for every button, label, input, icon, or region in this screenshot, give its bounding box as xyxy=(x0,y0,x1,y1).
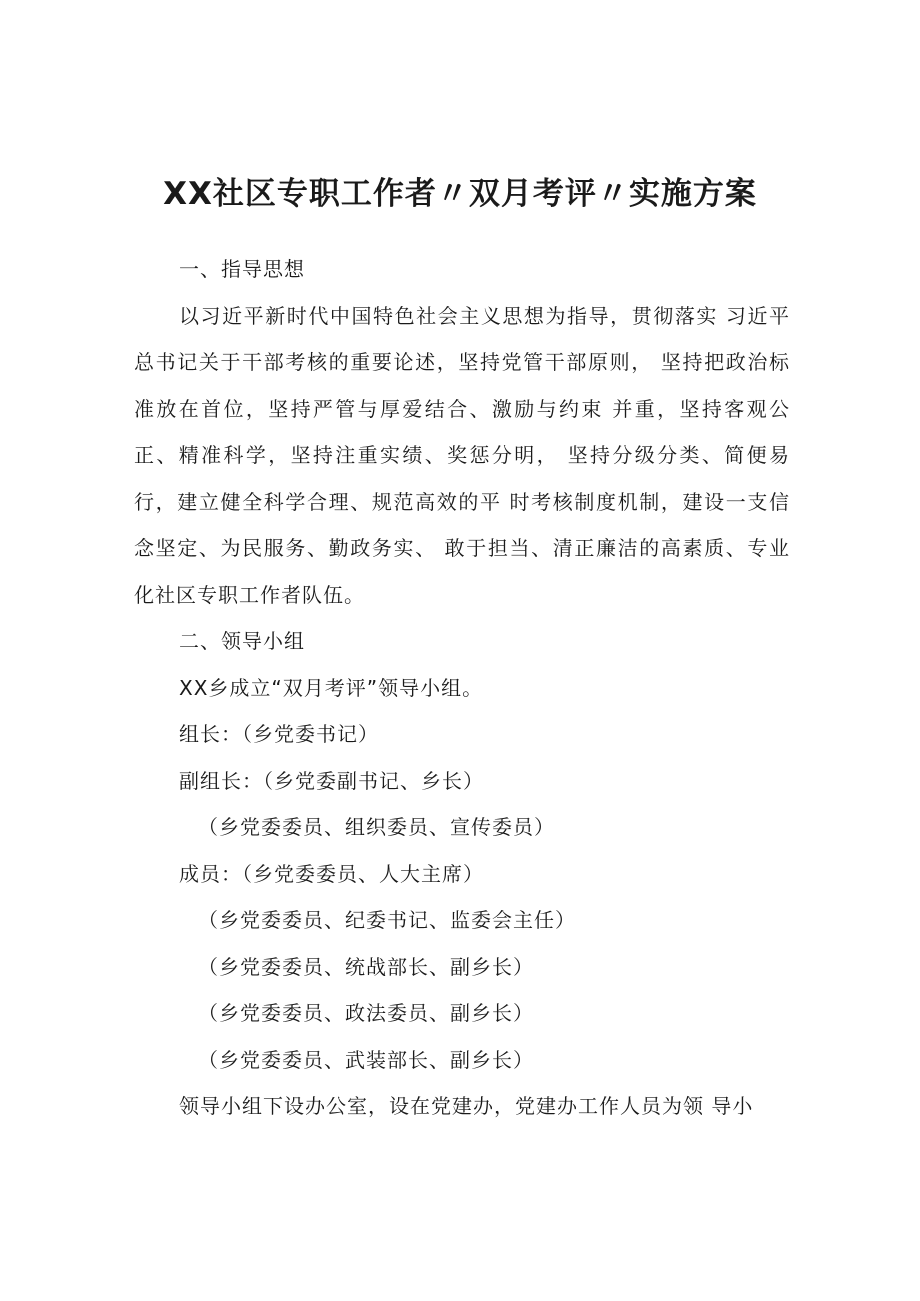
member-line-5: （乡党委委员、武装部长、副乡长） xyxy=(198,1047,534,1072)
deputy-leader-line-2: （乡党委委员、组织委员、宣传委员） xyxy=(198,815,555,839)
guiding-ideology-paragraph: 以习近平新时代中国特色社会主义思想为指导，贯彻落实 习近平总书记关于干部考核的重要论述，坚持党管干部原则， 坚持把政治标准放在首位，坚持严管与厚爱结合、激励与约束 并重，坚持客观公正、精准科学，坚持注重实绩、奖惩分明， 坚持分级分类、简便易行，建立健全科学合理、规范高效的平 时考核制度机制，建设一支信念坚定、为民服务、勤政务实、 敢于担当、清正廉洁的高素质、专业化社区专职工作者队伍。 xyxy=(134,303,790,607)
deputy-leader-line: 副组长：（乡党委副书记、乡长） xyxy=(179,768,484,793)
office-note-line: 领导小组下设办公室，设在党建办，党建办工作人员为领 导小 xyxy=(179,1094,754,1118)
member-line-2: （乡党委委员、纪委书记、监委会主任） xyxy=(198,908,576,932)
group-leader-line: 组长：（乡党委书记） xyxy=(179,722,379,746)
section-heading-leading-group: 二、领导小组 xyxy=(179,629,305,653)
document-body xyxy=(134,246,790,1130)
section-heading-guiding-ideology: 一、指导思想 xyxy=(179,257,305,281)
member-line-4: （乡党委委员、政法委员、副乡长） xyxy=(198,1001,534,1025)
member-line-1: 成员：（乡党委委员、人大主席） xyxy=(179,861,484,886)
member-line-3: （乡党委委员、统战部长、副乡长） xyxy=(198,954,534,979)
leading-group-intro: XX乡成立“双月考评”领导小组。 xyxy=(179,675,484,700)
document-title: XX社区专职工作者〃双月考评〃实施方案 xyxy=(163,176,757,212)
